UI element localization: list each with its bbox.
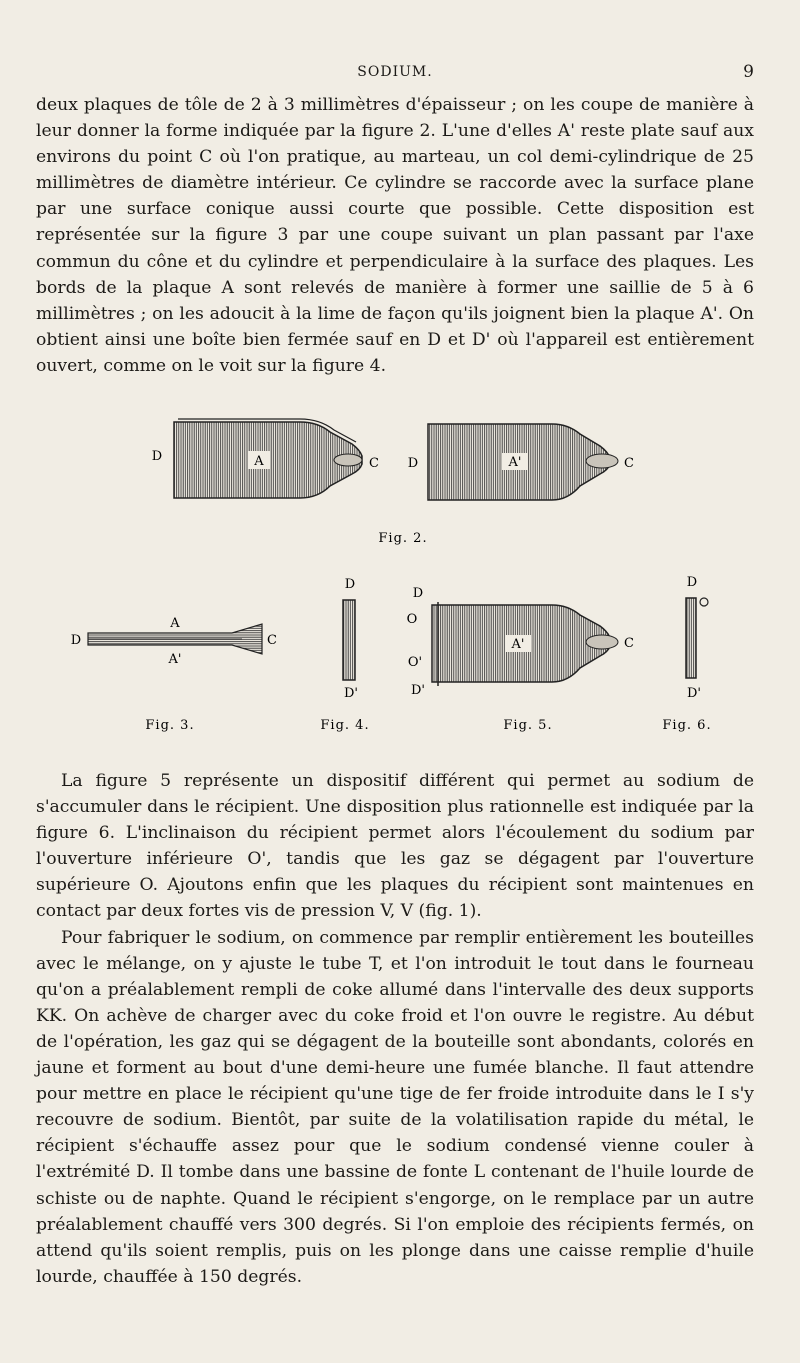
fig4-label-d-prime: D' (344, 686, 358, 701)
paragraph: Pour fabriquer le sodium, on commence par remplir entièrement les bouteilles avec le mélange, on y ajuste le tube T, et l'on introduit le tout dans le fourneau qu'on a préalablement rempli de coke allumé dans l'intervalle des deux supports KK. On achève de charger avec du coke froid et l'on ouvre le registre. Au début de l'opération, les gaz qui se dégagent de la bouteille sont abondants, colorés en jaune et forment au bout d'une demi-heure une fumée blanche. Il faut attendre pour mettre en place le récipient qu'une tige de fer froide introduite dans le I s'y recouvre de sodium. Bientôt, par suite de la volatilisation rapide du métal, le récipient s'échauffe assez pour que le sodium condensé vienne couler à l'extrémité D. Il tombe dans une bassine de fonte L contenant de l'huile lourde de schiste ou de naphte. Quand le récipient s'engorge, on le remplace par un autre préalablement chauffé vers 300 degrés. Si l'on emploie des récipients fermés, on attend qu'ils soient remplis, puis on les plonge dans une caisse remplie d'huile lourde, chauffée à 150 degrés. (36, 927, 754, 1287)
fig5-label-a-prime: A' (511, 637, 525, 652)
fig2-plate-a-prime (408, 424, 634, 500)
fig3-caption: Fig. 3. (145, 718, 195, 733)
fig5-label-o-prime: O' (407, 655, 423, 670)
fig2-left-label-d: D (151, 449, 163, 464)
fig3-label-c: C (267, 633, 277, 648)
running-head (36, 62, 754, 86)
fig6-end-view (686, 575, 708, 701)
fig4-caption: Fig. 4. (320, 718, 370, 733)
fig2-right-label-a-prime: A' (508, 455, 522, 470)
fig5-label-d-prime: D' (411, 683, 425, 698)
fig5-label-d: D (412, 586, 424, 601)
fig5-label-o: O (406, 612, 418, 627)
fig2-right-label-d: D (407, 456, 419, 471)
fig2-left-label-c: C (369, 456, 379, 471)
fig6-caption: Fig. 6. (662, 718, 712, 733)
fig5-recipient (407, 586, 634, 698)
fig5-label-c: C (624, 636, 634, 651)
paragraph: deux plaques de tôle de 2 à 3 millimètres d'épaisseur ; on les coupe de manière à leur donner la forme indiquée par la figure 2. L'une d'elles A' reste plate sauf aux environs du point C où l'on pratique, au marteau, un col demi-cylindrique de 25 millimètres de diamètre intérieur. Ce cylindre se raccorde avec la surface plane par une surface conique aussi courte que possible. Cette disposition est représentée sur la figure 3 par une coupe suivant un plan passant par l'axe commun du cône et du cylindre et perpendiculaire à la surface des plaques. Les bords de la plaque A sont relevés de manière à former une saillie de 5 à 6 millimètres ; on les adoucit à la lime de façon qu'ils joignent bien la plaque A'. On obtient ainsi une boîte bien fermée sauf en D et D' où l'appareil est entièrement ouvert, comme on le voit sur la figure 4. (36, 95, 754, 376)
fig3-label-a: A (170, 616, 180, 631)
text-block-bottom (36, 768, 754, 1290)
fig2-caption: Fig. 2. (378, 531, 428, 546)
running-title: SODIUM. (357, 64, 433, 80)
fig5-caption: Fig. 5. (503, 718, 553, 733)
fig3-section (71, 616, 277, 667)
figures-illustration (0, 410, 800, 740)
fig4-end-view (343, 577, 358, 701)
fig4-label-d: D (344, 577, 356, 592)
fig2-right-label-c: C (624, 456, 634, 471)
page-number: 9 (743, 62, 754, 82)
paragraph: La figure 5 représente un dispositif différent qui permet au sodium de s'accumuler dans le récipient. Une disposition plus rationnelle est indiquée par la figure 6. L'inclinaison du récipient permet alors l'écoulement du sodium par l'ouverture inférieure O', tandis que les gaz se dégagent par l'ouverture supérieure O. Ajoutons enfin que les plaques du récipient sont maintenues en contact par deux fortes vis de pression V, V (fig. 1). (36, 771, 754, 922)
fig2-left-label-a: A (254, 454, 264, 469)
text-block-top (36, 92, 754, 379)
fig6-label-d-prime: D' (687, 686, 701, 701)
fig6-label-d: D (686, 575, 698, 590)
fig2-plate-a (152, 419, 379, 498)
fig3-label-a-prime: A' (168, 652, 182, 667)
fig3-label-d: D (70, 633, 82, 648)
